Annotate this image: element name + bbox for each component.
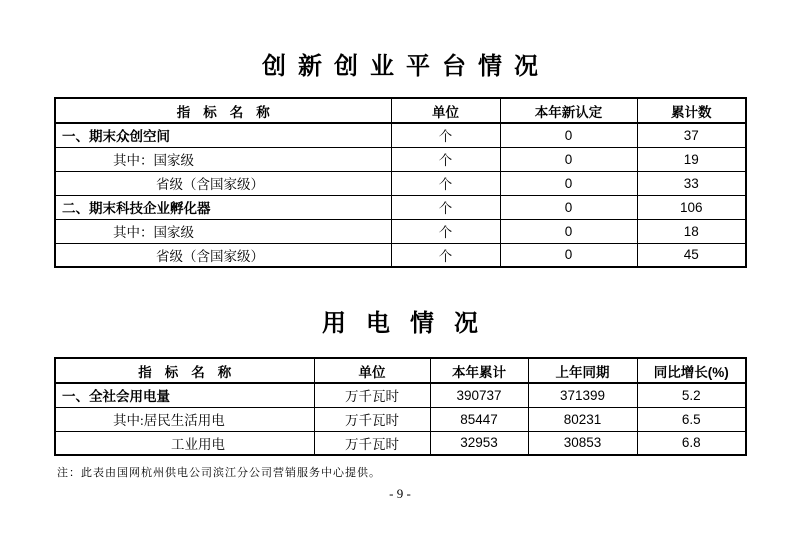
unit-cell: 万千瓦时	[314, 431, 430, 455]
unit-cell: 个	[391, 195, 500, 219]
new-count-cell: 0	[500, 171, 637, 195]
platform-section-title: 创新创业平台情况	[262, 53, 550, 80]
indicator-name-cell: 其中:居民生活用电	[55, 407, 314, 431]
unit-cell: 个	[391, 171, 500, 195]
table-row	[55, 383, 746, 407]
platform-table	[54, 97, 747, 268]
unit-cell: 个	[391, 243, 500, 267]
new-count-cell: 0	[500, 147, 637, 171]
cumulative-cell: 106	[637, 195, 746, 219]
unit-cell: 万千瓦时	[314, 407, 430, 431]
new-count-cell: 0	[500, 123, 637, 147]
header-indicator-name: 指标名称	[55, 358, 314, 383]
table-row	[55, 147, 746, 171]
current-year-cell: 32953	[430, 431, 528, 455]
electricity-table	[54, 357, 747, 456]
header-unit: 单位	[391, 98, 500, 123]
header-current-year: 本年累计	[430, 358, 528, 383]
current-year-cell: 85447	[430, 407, 528, 431]
electricity-section-title: 用电情况	[322, 310, 498, 337]
indicator-name-cell: 其中：国家级	[55, 219, 391, 243]
cumulative-cell: 45	[637, 243, 746, 267]
unit-cell: 个	[391, 123, 500, 147]
table-row	[55, 171, 746, 195]
current-year-cell: 390737	[430, 383, 528, 407]
platform-header-row	[55, 98, 746, 123]
indicator-name-cell: 一、全社会用电量	[55, 383, 314, 407]
table-row	[55, 243, 746, 267]
indicator-name-cell: 工业用电	[55, 431, 314, 455]
cumulative-cell: 37	[637, 123, 746, 147]
header-new-count: 本年新认定	[500, 98, 637, 123]
indicator-name-cell: 省级（含国家级）	[55, 171, 391, 195]
new-count-cell: 0	[500, 243, 637, 267]
cumulative-cell: 19	[637, 147, 746, 171]
cumulative-cell: 18	[637, 219, 746, 243]
header-previous-year: 上年同期	[528, 358, 637, 383]
new-count-cell: 0	[500, 219, 637, 243]
unit-cell: 万千瓦时	[314, 383, 430, 407]
table-row	[55, 123, 746, 147]
new-count-cell: 0	[500, 195, 637, 219]
table-row	[55, 407, 746, 431]
previous-year-cell: 371399	[528, 383, 637, 407]
page-number: - 9 -	[389, 486, 411, 501]
indicator-name-cell: 省级（含国家级）	[55, 243, 391, 267]
table-row	[55, 431, 746, 455]
cumulative-cell: 33	[637, 171, 746, 195]
electricity-header-row	[55, 358, 746, 383]
previous-year-cell: 30853	[528, 431, 637, 455]
indicator-name-cell: 一、期末众创空间	[55, 123, 391, 147]
unit-cell: 个	[391, 147, 500, 171]
growth-cell: 6.8	[637, 431, 746, 455]
header-unit: 单位	[314, 358, 430, 383]
header-indicator-name: 指标名称	[55, 98, 391, 123]
growth-cell: 6.5	[637, 407, 746, 431]
header-cumulative: 累计数	[637, 98, 746, 123]
growth-cell: 5.2	[637, 383, 746, 407]
previous-year-cell: 80231	[528, 407, 637, 431]
header-growth: 同比增长(%)	[637, 358, 746, 383]
table-row	[55, 195, 746, 219]
indicator-name-cell: 二、期末科技企业孵化器	[55, 195, 391, 219]
table-row	[55, 219, 746, 243]
indicator-name-cell: 其中：国家级	[55, 147, 391, 171]
unit-cell: 个	[391, 219, 500, 243]
footnote: 注：此表由国网杭州供电公司滨江分公司营销服务中心提供。	[57, 467, 381, 479]
